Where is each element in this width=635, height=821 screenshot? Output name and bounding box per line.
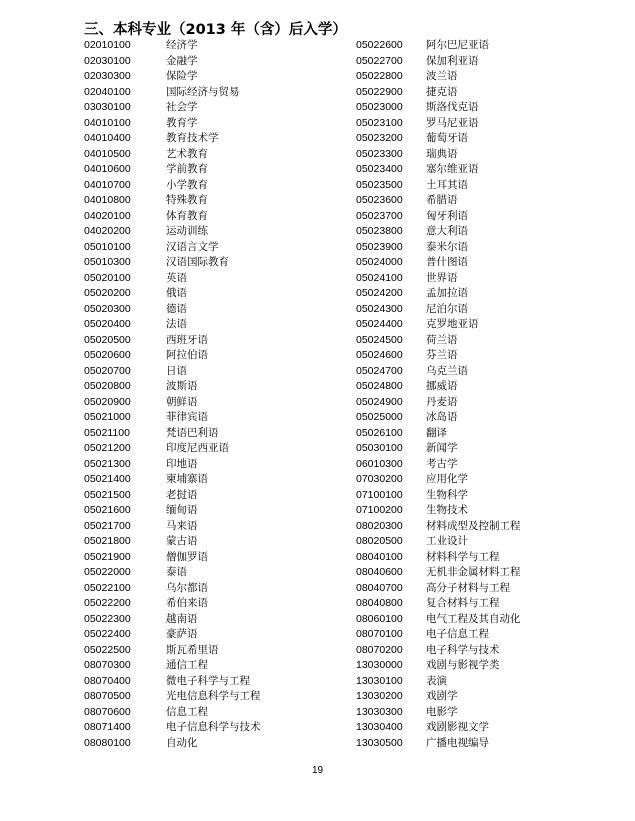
major-name: 新闻学	[426, 442, 458, 454]
major-name: 意大利语	[426, 225, 468, 237]
major-code: 05022600	[356, 39, 403, 51]
major-name: 戏剧影视文学	[426, 721, 489, 733]
major-name: 斯洛伐克语	[426, 101, 479, 113]
major-code: 05021600	[84, 504, 131, 516]
major-code: 05023700	[356, 209, 403, 222]
major-code: 05023600	[356, 194, 403, 206]
major-code: 08070500	[84, 690, 131, 702]
major-code: 05020800	[84, 380, 131, 392]
major-code: 08080100	[84, 736, 131, 749]
major-code: 05022000	[84, 566, 131, 578]
major-name: 英语	[166, 271, 187, 284]
major-name: 泰米尔语	[426, 240, 468, 253]
major-code: 05024900	[356, 395, 403, 408]
major-name: 泰语	[166, 566, 187, 578]
major-code: 05020400	[84, 318, 131, 330]
major-code: 05021000	[84, 411, 131, 423]
major-name: 西班牙语	[166, 333, 208, 346]
major-code: 08040700	[356, 581, 403, 594]
major-code: 08040800	[356, 597, 403, 609]
major-code: 05022200	[84, 597, 131, 609]
major-name: 朝鲜语	[166, 395, 198, 408]
major-name: 梵语巴利语	[166, 426, 219, 439]
major-code: 04010500	[84, 147, 131, 160]
major-name: 电子科学与技术	[426, 643, 500, 656]
major-code: 05021900	[84, 550, 131, 563]
major-name: 材料科学与工程	[426, 550, 500, 563]
major-code: 05022800	[356, 70, 403, 82]
major-name: 乌克兰语	[426, 364, 468, 377]
major-name: 土耳其语	[426, 178, 468, 191]
major-code: 04010700	[84, 178, 131, 191]
major-name: 德语	[166, 302, 187, 315]
major-code: 04010600	[84, 163, 131, 175]
major-name: 材料成型及控制工程	[426, 519, 521, 532]
major-code: 07100100	[356, 488, 403, 501]
major-name: 运动训练	[166, 225, 208, 237]
major-code: 05023900	[356, 240, 403, 253]
major-name: 电影学	[426, 705, 458, 718]
major-name: 塞尔维亚语	[426, 163, 479, 175]
major-code: 08071400	[84, 721, 131, 733]
major-name: 汉语言文学	[166, 240, 219, 253]
major-code: 05020600	[84, 349, 131, 361]
major-code: 05025000	[356, 411, 403, 423]
major-code: 13030500	[356, 736, 403, 749]
major-name: 工业设计	[426, 535, 468, 547]
major-name: 希腊语	[426, 194, 458, 206]
major-name: 僧伽罗语	[166, 550, 208, 563]
major-code: 05030100	[356, 442, 403, 454]
major-name: 丹麦语	[426, 395, 458, 408]
major-code: 05020500	[84, 333, 131, 346]
major-name: 阿尔巴尼亚语	[426, 39, 489, 51]
major-name: 复合材料与工程	[426, 597, 500, 609]
major-name: 高分子材料与工程	[426, 581, 510, 594]
major-name: 豪萨语	[166, 628, 198, 640]
major-name: 尼泊尔语	[426, 302, 468, 315]
major-code: 05023400	[356, 163, 403, 175]
major-code: 04020100	[84, 209, 131, 222]
major-code: 08070600	[84, 705, 131, 718]
major-code: 05022400	[84, 628, 131, 640]
major-name: 冰岛语	[426, 411, 458, 423]
major-name: 教育学	[166, 116, 198, 129]
major-name: 电子信息工程	[426, 628, 489, 640]
major-code: 05024100	[356, 271, 403, 284]
major-name: 克罗地亚语	[426, 318, 479, 330]
major-code: 05024600	[356, 349, 403, 361]
major-name: 菲律宾语	[166, 411, 208, 423]
major-code: 03030100	[84, 101, 131, 113]
major-name: 波兰语	[426, 70, 458, 82]
major-code: 08070400	[84, 674, 131, 687]
major-code: 04010800	[84, 194, 131, 206]
major-code: 05022900	[356, 85, 403, 98]
major-name: 世界语	[426, 271, 458, 284]
major-name: 法语	[166, 318, 187, 330]
major-code: 05021800	[84, 535, 131, 547]
major-name: 电子信息科学与技术	[166, 721, 261, 733]
major-name: 应用化学	[426, 473, 468, 485]
major-name: 越南语	[166, 612, 198, 625]
major-name: 教育技术学	[166, 132, 219, 144]
major-code: 06010300	[356, 457, 403, 470]
major-code: 13030300	[356, 705, 403, 718]
major-name: 体育教育	[166, 209, 208, 222]
major-name: 柬埔寨语	[166, 473, 208, 485]
major-code: 05024800	[356, 380, 403, 392]
major-name: 生物科学	[426, 488, 468, 501]
major-code: 05024000	[356, 256, 403, 268]
major-name: 金融学	[166, 54, 198, 67]
major-code: 05021400	[84, 473, 131, 485]
major-name: 日语	[166, 364, 187, 377]
major-name: 保加利亚语	[426, 54, 479, 67]
major-name: 考古学	[426, 457, 458, 470]
major-name: 波斯语	[166, 380, 198, 392]
major-code: 02030100	[84, 54, 131, 67]
major-name: 微电子科学与工程	[166, 674, 250, 687]
major-name: 捷克语	[426, 85, 458, 98]
major-code: 08020300	[356, 519, 403, 532]
major-name: 信息工程	[166, 705, 208, 718]
major-name: 印地语	[166, 457, 198, 470]
major-name: 艺术教育	[166, 147, 208, 160]
major-name: 印度尼西亚语	[166, 442, 229, 454]
major-code: 02010100	[84, 39, 131, 51]
major-name: 光电信息科学与工程	[166, 690, 261, 702]
major-code: 05010300	[84, 256, 131, 268]
major-name: 葡萄牙语	[426, 132, 468, 144]
major-name: 罗马尼亚语	[426, 116, 479, 129]
major-code: 13030400	[356, 721, 403, 733]
major-name: 无机非金属材料工程	[426, 566, 521, 578]
major-code: 13030200	[356, 690, 403, 702]
major-name: 汉语国际教育	[166, 256, 229, 268]
page-number: 19	[311, 765, 324, 776]
major-code: 08070300	[84, 659, 131, 671]
major-code: 05021700	[84, 519, 131, 532]
major-name: 乌尔都语	[166, 581, 208, 594]
major-name: 缅甸语	[166, 504, 198, 516]
page-title: 三、本科专业（2013 年（含）后入学）	[84, 22, 347, 38]
major-code: 05024700	[356, 364, 403, 377]
major-code: 05020900	[84, 395, 131, 408]
major-code: 08070200	[356, 643, 403, 656]
major-name: 蒙古语	[166, 535, 198, 547]
major-name: 斯瓦希里语	[166, 643, 219, 656]
major-code: 05020300	[84, 302, 131, 315]
major-name: 电气工程及其自动化	[426, 612, 521, 625]
major-name: 俄语	[166, 287, 187, 299]
major-name: 荷兰语	[426, 333, 458, 346]
major-name: 表演	[426, 674, 447, 687]
major-code: 05020700	[84, 364, 131, 377]
major-name: 瑞典语	[426, 147, 458, 160]
major-code: 05024400	[356, 318, 403, 330]
major-name: 普什图语	[426, 256, 468, 268]
major-code: 05010100	[84, 240, 131, 253]
major-code: 05021300	[84, 457, 131, 470]
major-code: 05023200	[356, 132, 403, 144]
major-name: 小学教育	[166, 178, 208, 191]
major-code: 05023300	[356, 147, 403, 160]
major-code: 04010100	[84, 116, 131, 129]
major-code: 08040100	[356, 550, 403, 563]
major-code: 05023000	[356, 101, 403, 113]
major-name: 社会学	[166, 101, 198, 113]
major-name: 翻译	[426, 426, 447, 439]
major-name: 经济学	[166, 39, 198, 51]
major-name: 学前教育	[166, 163, 208, 175]
major-code: 04020200	[84, 225, 131, 237]
major-name: 特殊教育	[166, 194, 208, 206]
major-name: 戏剧学	[426, 690, 458, 702]
major-code: 08040600	[356, 566, 403, 578]
major-code: 05021200	[84, 442, 131, 454]
major-code: 05021500	[84, 488, 131, 501]
major-code: 05020200	[84, 287, 131, 299]
major-name: 希伯来语	[166, 597, 208, 609]
major-name: 芬兰语	[426, 349, 458, 361]
major-code: 07030200	[356, 473, 403, 485]
major-code: 08070100	[356, 628, 403, 640]
major-name: 匈牙利语	[426, 209, 468, 222]
major-code: 05023100	[356, 116, 403, 129]
major-name: 马来语	[166, 519, 198, 532]
major-code: 13030100	[356, 674, 403, 687]
major-name: 阿拉伯语	[166, 349, 208, 361]
major-code: 05022700	[356, 54, 403, 67]
major-name: 保险学	[166, 70, 198, 82]
major-code: 07100200	[356, 504, 403, 516]
major-code: 05023500	[356, 178, 403, 191]
major-code: 05024500	[356, 333, 403, 346]
major-name: 广播电视编导	[426, 736, 489, 749]
major-code: 05026100	[356, 426, 403, 439]
major-code: 05022500	[84, 643, 131, 656]
major-code: 02040100	[84, 85, 131, 98]
major-name: 自动化	[166, 736, 198, 749]
major-code: 08020500	[356, 535, 403, 547]
major-code: 02030300	[84, 70, 131, 82]
major-name: 戏剧与影视学类	[426, 659, 500, 671]
major-code: 05022300	[84, 612, 131, 625]
major-code: 05024200	[356, 287, 403, 299]
major-code: 05021100	[84, 426, 130, 439]
major-code: 05024300	[356, 302, 403, 315]
major-code: 13030000	[356, 659, 403, 671]
major-code: 05020100	[84, 271, 131, 284]
major-code: 05023800	[356, 225, 403, 237]
major-code: 05022100	[84, 581, 131, 594]
major-name: 挪威语	[426, 380, 458, 392]
major-code: 08060100	[356, 612, 403, 625]
major-name: 通信工程	[166, 659, 208, 671]
major-code: 04010400	[84, 132, 131, 144]
major-name: 生物技术	[426, 504, 468, 516]
major-name: 孟加拉语	[426, 287, 468, 299]
major-name: 国际经济与贸易	[166, 85, 240, 98]
major-name: 老挝语	[166, 488, 198, 501]
